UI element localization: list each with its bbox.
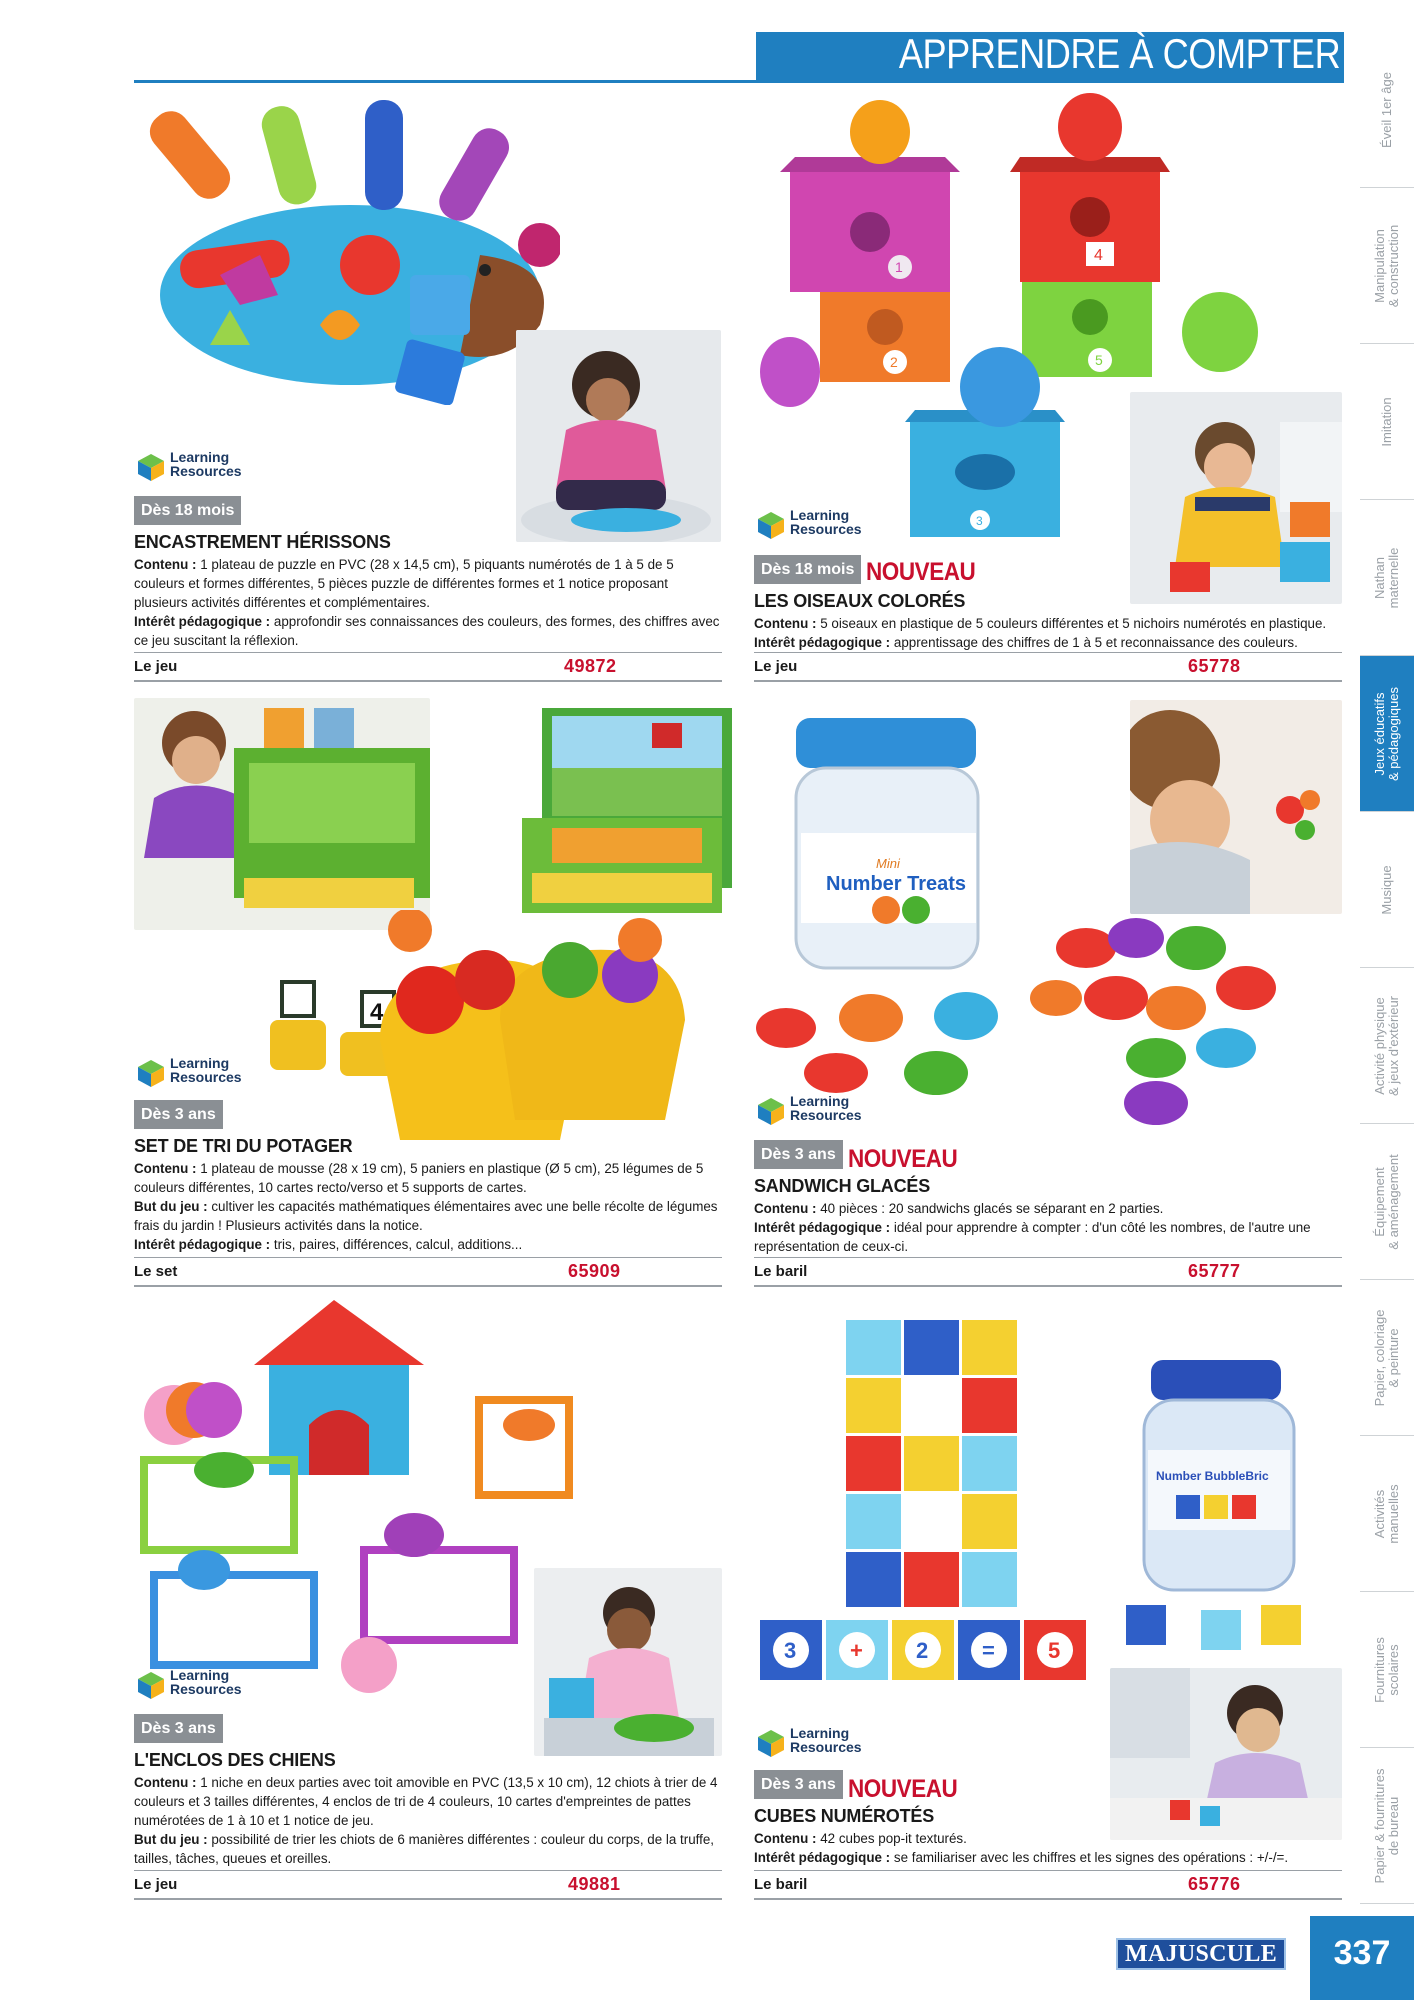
product-title: LES OISEAUX COLORÉS	[754, 591, 966, 611]
product-title: SANDWICH GLACÉS	[754, 1176, 930, 1196]
side-tab-activite-physique[interactable]	[1360, 968, 1414, 1124]
bird-box-number: 2	[890, 354, 898, 370]
brand-logo	[136, 1054, 256, 1094]
desc-label: Contenu :	[754, 1831, 817, 1846]
equation-symbol: 2	[916, 1638, 929, 1663]
divider	[754, 1870, 1342, 1871]
brand-line2: Resources	[790, 1739, 862, 1755]
veg-card-number: 4	[370, 999, 384, 1026]
product-reference: 49872	[564, 656, 617, 676]
brand-logo	[136, 1666, 256, 1706]
desc-text: apprentissage des chiffres de 1 à 5 et reconnaissance des couleurs.	[890, 635, 1298, 650]
brand-line2: Resources	[790, 521, 862, 537]
brand-line2: Resources	[170, 463, 242, 479]
product-description	[134, 1773, 722, 1868]
side-tab-label: Musique	[1379, 864, 1394, 915]
divider	[754, 1257, 1342, 1258]
product-reference: 65909	[568, 1261, 621, 1281]
product-unit: Le baril	[754, 1263, 808, 1280]
side-tab-label: Fournitures scolaires	[1372, 1636, 1401, 1703]
desc-label: Intérêt pédagogique :	[754, 635, 891, 650]
product-description	[134, 555, 722, 650]
product-description	[754, 1199, 1342, 1256]
product-unit: Le jeu	[134, 1876, 178, 1893]
side-tab-jeux-educatifs[interactable]	[1360, 656, 1414, 812]
divider	[754, 1898, 1342, 1900]
brand-line1: Learning	[790, 507, 850, 523]
dog-pen-image	[134, 1295, 574, 1695]
product-unit: Le baril	[754, 1876, 808, 1893]
bird-box-number: 3	[976, 514, 983, 528]
brand-line1: Learning	[790, 1093, 850, 1109]
new-badge: NOUVEAU	[848, 1775, 958, 1803]
page-number-box	[1310, 1916, 1414, 2000]
desc-label: Intérêt pédagogique :	[134, 1237, 271, 1252]
side-tab-fournitures-scolaires[interactable]	[1360, 1592, 1414, 1748]
side-tab-eveil[interactable]	[1360, 32, 1414, 188]
desc-text: 40 pièces : 20 sandwichs glacés se séparant en 2 parties.	[816, 1201, 1164, 1216]
age-badge: Dès 3 ans	[754, 1770, 843, 1799]
side-tab-label: Équipement & aménagement	[1372, 1153, 1401, 1250]
desc-text: 5 oiseaux en plastique de 5 couleurs différentes et 5 nichoirs numérotés en plastique.	[816, 616, 1327, 631]
side-tab-imitation[interactable]	[1360, 344, 1414, 500]
product-title: CUBES NUMÉROTÉS	[754, 1806, 935, 1826]
desc-label: Contenu :	[754, 1201, 817, 1216]
bird-box-number: 5	[1095, 352, 1103, 368]
learning-resources-cube-icon	[756, 1096, 786, 1126]
desc-label: Contenu :	[134, 557, 197, 572]
side-tab-papier-bureau[interactable]	[1360, 1748, 1414, 1904]
vegetable-child-photo	[134, 698, 430, 930]
desc-label: Contenu :	[134, 1775, 197, 1790]
age-badge: Dès 3 ans	[134, 1714, 223, 1743]
divider	[754, 652, 1342, 653]
new-badge: NOUVEAU	[866, 558, 976, 586]
side-tab-activites-manuelles[interactable]	[1360, 1436, 1414, 1592]
brand-line2: Resources	[170, 1069, 242, 1085]
product-unit: Le set	[134, 1263, 178, 1280]
hedgehog-child-photo	[516, 330, 721, 542]
product-title: ENCASTREMENT HÉRISSONS	[134, 532, 391, 552]
product-description	[754, 614, 1342, 652]
divider	[134, 1285, 722, 1287]
equation-symbol: +	[850, 1638, 863, 1663]
jar-label-line1: Mini	[876, 856, 900, 871]
desc-text: 1 niche en deux parties avec toit amovible en PVC (13,5 x 10 cm), 12 chiots à trier de 4 couleurs et 3 tailles différentes, 4 enclos de tri de 4 couleurs, 10 cartes d'empreintes de pattes numérotées de 1 à 10 et 1 notice de jeu.	[134, 1775, 718, 1828]
side-tab-papier-coloriage[interactable]	[1360, 1280, 1414, 1436]
product-unit: Le jeu	[754, 658, 798, 675]
learning-resources-cube-icon	[136, 1670, 166, 1700]
divider	[134, 1870, 722, 1871]
divider	[134, 652, 722, 653]
new-badge: NOUVEAU	[848, 1145, 958, 1173]
desc-label: But du jeu :	[134, 1199, 208, 1214]
product-reference: 65777	[1188, 1261, 1241, 1281]
desc-text: se familiariser avec les chiffres et les signes des opérations : +/-/=.	[890, 1850, 1289, 1865]
jar-label: Number BubbleBric	[1156, 1469, 1269, 1483]
desc-label: Intérêt pédagogique :	[754, 1220, 891, 1235]
numbered-cubes-image	[756, 1300, 1346, 1710]
equation-symbol: 5	[1048, 1638, 1061, 1663]
desc-text: tris, paires, différences, calcul, additions...	[270, 1237, 523, 1252]
page-title: APPRENDRE À COMPTER	[898, 30, 1340, 77]
cubes-child-photo	[1110, 1668, 1342, 1840]
birds-child-photo	[1130, 392, 1342, 604]
product-description	[134, 1159, 722, 1254]
desc-text: idéal pour apprendre à compter : d'un côté les nombres, de l'autre une représentation de ceux-ci.	[754, 1220, 1311, 1254]
desc-label: Intérêt pédagogique :	[754, 1850, 891, 1865]
desc-text: cultiver les capacités mathématiques élémentaires avec une belle récolte de légumes frais du jardin ! Plusieurs activités dans la notice.	[134, 1199, 718, 1233]
brand-logo	[756, 1724, 876, 1764]
age-badge: Dès 18 mois	[754, 555, 861, 584]
side-tab-label: Manipulation & construction	[1372, 224, 1401, 307]
side-tab-label: Activités manuelles	[1372, 1483, 1401, 1544]
desc-text: 1 plateau de mousse (28 x 19 cm), 5 paniers en plastique (Ø 5 cm), 25 légumes de 5 couleurs différentes, 10 cartes recto/verso et 5 supports de cartes.	[134, 1161, 704, 1195]
desc-text: 42 cubes pop-it texturés.	[816, 1831, 967, 1846]
product-reference: 49881	[568, 1874, 621, 1894]
divider	[754, 1285, 1342, 1287]
bird-box-number: 4	[1094, 247, 1103, 264]
side-tabs	[1360, 32, 1414, 1904]
desc-label: But du jeu :	[134, 1832, 208, 1847]
learning-resources-cube-icon	[136, 452, 166, 482]
brand-logo	[756, 1092, 876, 1132]
divider	[134, 1257, 722, 1258]
side-tab-label: Imitation	[1379, 396, 1394, 447]
brand-logo	[136, 448, 256, 488]
side-tab-label: Papier & fournitures de bureau	[1372, 1768, 1401, 1883]
brand-line1: Learning	[170, 449, 230, 465]
footer-brand-logo	[1116, 1938, 1286, 1970]
side-tab-label: Jeux éducatifs & pédagogiques	[1372, 686, 1401, 781]
age-badge: Dès 3 ans	[754, 1140, 843, 1169]
product-title: SET DE TRI DU POTAGER	[134, 1136, 353, 1156]
product-reference: 65778	[1188, 656, 1241, 676]
desc-text: 1 plateau de puzzle en PVC (28 x 14,5 cm), 5 piquants numérotés de 1 à 5 de 5 couleurs et formes différentes, 5 pièces puzzle de différentes formes et 1 notice proposant plusieurs activités différentes et complémentaires.	[134, 557, 674, 610]
divider	[754, 680, 1342, 682]
hedgehog-puzzle-image	[140, 95, 560, 405]
brand-line2: Resources	[170, 1681, 242, 1697]
dogs-child-photo	[534, 1568, 722, 1756]
desc-label: Contenu :	[754, 616, 817, 631]
vegetable-baskets-image	[260, 910, 710, 1150]
brand-line2: Resources	[790, 1107, 862, 1123]
learning-resources-cube-icon	[756, 510, 786, 540]
product-title: L'ENCLOS DES CHIENS	[134, 1750, 336, 1770]
side-tab-nathan[interactable]	[1360, 500, 1414, 656]
desc-label: Intérêt pédagogique :	[134, 614, 271, 629]
side-tab-equipement[interactable]	[1360, 1124, 1414, 1280]
bird-box-number: 1	[895, 259, 903, 275]
desc-label: Contenu :	[134, 1161, 197, 1176]
product-unit: Le jeu	[134, 658, 178, 675]
equation-symbol: 3	[784, 1638, 797, 1663]
equation-symbol: =	[982, 1638, 995, 1663]
page-number: 337	[1333, 1934, 1391, 1972]
sandwich-child-photo	[1130, 700, 1342, 914]
age-badge: Dès 18 mois	[134, 496, 241, 525]
side-tab-musique[interactable]	[1360, 812, 1414, 968]
brand-logo	[756, 506, 876, 546]
jar-label-line2: Number Treats	[826, 873, 967, 895]
learning-resources-cube-icon	[136, 1058, 166, 1088]
product-description	[754, 1829, 1342, 1867]
divider	[134, 1898, 722, 1900]
side-tab-label: Activité physique & jeux d'extérieur	[1372, 995, 1401, 1096]
side-tab-label: Éveil 1er âge	[1379, 71, 1394, 148]
product-reference: 65776	[1188, 1874, 1241, 1894]
desc-text: approfondir ses connaissances des couleurs, des formes, des chiffres avec ce jeu suscitant la réflexion.	[134, 614, 720, 648]
side-tab-manipulation[interactable]	[1360, 188, 1414, 344]
brand-line1: Learning	[170, 1055, 230, 1071]
divider	[134, 680, 722, 682]
desc-text: possibilité de trier les chiots de 6 manières différentes : couleur du corps, de la truffe, tailles, tâches, queues et oreilles.	[134, 1832, 715, 1866]
learning-resources-cube-icon	[756, 1728, 786, 1758]
age-badge: Dès 3 ans	[134, 1100, 223, 1129]
footer-brand-text: MAJUSCULE	[1124, 1941, 1278, 1967]
side-tab-label: Nathan maternelle	[1372, 547, 1401, 608]
vegetable-boxed-set-image	[512, 698, 740, 920]
side-tab-label: Papier, coloriage & peinture	[1372, 1309, 1401, 1406]
brand-line1: Learning	[790, 1725, 850, 1741]
brand-line1: Learning	[170, 1667, 230, 1683]
